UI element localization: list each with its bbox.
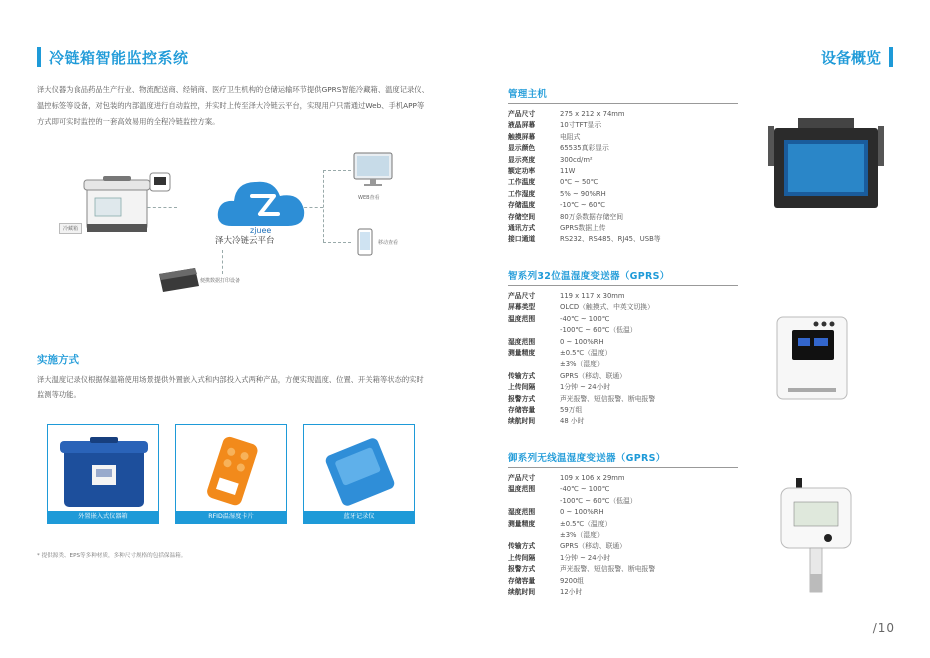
cooler-box-icon <box>81 176 153 242</box>
spec-key: 报警方式 <box>508 394 536 403</box>
spec-value: 80万条数据存储空间 <box>560 212 624 221</box>
spec-row <box>508 359 738 370</box>
spec-key: 温度范围 <box>508 314 536 323</box>
spec-rows <box>508 291 738 428</box>
spec-key <box>508 359 560 370</box>
printer-tag: 便携数据打印设备 <box>200 278 241 284</box>
spec-value: -40℃ ~ 100℃ <box>560 485 610 494</box>
spec-row <box>508 302 738 313</box>
spec-row <box>508 337 738 348</box>
product-card <box>175 424 287 524</box>
spec-value: OLCD（触摸式、中英文切换） <box>560 303 654 312</box>
spec-title: 御系列无线温湿度变送器（GPRS） <box>508 450 738 468</box>
spec-row <box>508 496 738 507</box>
spec-value: 0 ~ 100%RH <box>560 508 604 517</box>
spec-value: -100℃ ~ 60℃（低温） <box>560 326 637 335</box>
spec-row <box>508 507 738 518</box>
spec-value: 声光报警、短信报警、断电报警 <box>560 565 656 574</box>
spec-row <box>508 416 738 427</box>
card-caption: 蓝牙记录仪 <box>304 511 414 523</box>
spec-key: 工作湿度 <box>508 189 536 198</box>
spec-key: 测量精度 <box>508 349 536 358</box>
spec-value: 275 x 212 x 74mm <box>560 110 625 118</box>
spec-value: 声光报警、短信报警、断电报警 <box>560 394 656 403</box>
spec-key: 传输方式 <box>508 371 536 380</box>
spec-row <box>508 553 738 564</box>
spec-key <box>508 325 560 336</box>
spec-row <box>508 189 738 200</box>
title-accent-bar <box>37 47 41 67</box>
spec-key <box>508 530 560 541</box>
spec-key: 接口通道 <box>508 235 536 244</box>
spec-value: -100℃ ~ 60℃（低温） <box>560 496 637 505</box>
monitor-icon <box>353 152 393 188</box>
implementation-paragraph: 泽大温度记录仪根据保温箱使用场景提供外置嵌入式和内部投入式两种产品，方便实现温度、位置、开关箱等状态的实时监测等功能。 <box>37 375 424 399</box>
spec-value: 10寸TFT显示 <box>560 121 602 130</box>
spec-row <box>508 223 738 234</box>
product-cards <box>47 424 415 524</box>
footnote: * 提供源类、EPS等多种材质，多种尺寸规格的包括保温箱。 <box>37 553 187 559</box>
spec-row <box>508 564 738 575</box>
spec-key: 液晶屏幕 <box>508 121 536 130</box>
spec-key: 工作温度 <box>508 178 536 187</box>
spec-row <box>508 519 738 530</box>
connector-line <box>323 242 351 243</box>
spec-block-smart-transmitter <box>508 268 738 428</box>
wireless-transmitter-image <box>780 478 852 594</box>
spec-row <box>508 166 738 177</box>
product-card <box>303 424 415 524</box>
spec-key: 存储容量 <box>508 406 536 415</box>
spec-key: 续航时间 <box>508 417 536 426</box>
management-host-image <box>768 118 890 212</box>
spec-row <box>508 291 738 302</box>
blue-cooler-box-image <box>60 437 148 509</box>
spec-row <box>508 587 738 598</box>
connector-line <box>222 250 223 274</box>
spec-row <box>508 132 738 143</box>
spec-key: 通讯方式 <box>508 224 536 233</box>
spec-value: GPRS（移动、联通） <box>560 542 626 551</box>
spec-key: 显示颜色 <box>508 144 536 153</box>
spec-key: 产品尺寸 <box>508 292 536 300</box>
spec-key: 存储温度 <box>508 201 536 210</box>
spec-row <box>508 325 738 336</box>
spec-key: 湿度范围 <box>508 508 536 517</box>
spec-key: 额定功率 <box>508 167 536 176</box>
spec-value: 65535真彩显示 <box>560 144 609 153</box>
spec-row <box>508 484 738 495</box>
spec-value: 48 小时 <box>560 417 585 426</box>
spec-row <box>508 541 738 552</box>
spec-row <box>508 109 738 120</box>
spec-key: 报警方式 <box>508 565 536 574</box>
spec-value: ±0.5℃（温度） <box>560 349 612 358</box>
title-accent-bar <box>889 47 893 67</box>
spec-value: ±0.5℃（温度） <box>560 519 612 528</box>
spec-key: 续航时间 <box>508 588 536 597</box>
cooler-box-tag: 冷藏箱 <box>59 223 82 234</box>
product-card <box>47 424 159 524</box>
spec-value: 9200组 <box>560 576 585 585</box>
spec-value: 5% ~ 90%RH <box>560 189 606 198</box>
spec-value: GPRS（移动、联通） <box>560 371 626 380</box>
spec-key: 传输方式 <box>508 542 536 551</box>
spec-row <box>508 394 738 405</box>
spec-row <box>508 371 738 382</box>
spec-key: 屏幕类型 <box>508 303 536 312</box>
spec-value: ±3%（湿度） <box>560 531 604 540</box>
intro-paragraph: 泽大仪器为食品药品生产行业、物流配送商、经销商、医疗卫生机构的仓储运输环节提供GPRS智能冷藏箱、温度记录仪、温控标签等设备，对包装的内部温度进行自动监控，并实时上传至泽大冷链云平台，实现用户只需通过Web、手机APP等方式即可实时监控的一套高效易用的全程冷链监控方案。 <box>37 85 429 126</box>
page-number: /10 <box>872 621 895 635</box>
spec-value: -40℃ ~ 100℃ <box>560 314 610 323</box>
cloud-platform-label: 泽大冷链云平台 <box>215 236 275 246</box>
spec-row <box>508 155 738 166</box>
temperature-logger-icon <box>149 172 171 192</box>
spec-key: 温度范围 <box>508 485 536 494</box>
spec-key: 存储容量 <box>508 576 536 585</box>
spec-value: 119 x 117 x 30mm <box>560 292 625 300</box>
spec-rows <box>508 109 738 246</box>
spec-value: 59万组 <box>560 406 583 415</box>
spec-value: 0℃ ~ 50℃ <box>560 178 599 187</box>
spec-key: 测量精度 <box>508 519 536 528</box>
connector-line <box>323 170 324 242</box>
rfid-card-image <box>204 435 260 509</box>
spec-row <box>508 200 738 211</box>
bluetooth-logger-image <box>318 437 402 507</box>
spec-value: 0 ~ 100%RH <box>560 337 604 346</box>
spec-value: ±3%（湿度） <box>560 360 604 369</box>
mobile-view-tag: 移动查看 <box>378 240 399 246</box>
spec-row <box>508 382 738 393</box>
spec-value: -10℃ ~ 60℃ <box>560 201 606 210</box>
spec-value: 109 x 106 x 29mm <box>560 474 625 482</box>
spec-row <box>508 212 738 223</box>
connector-line <box>323 170 351 171</box>
spec-key: 触摸屏幕 <box>508 132 536 141</box>
spec-key: 上传间隔 <box>508 383 536 392</box>
spec-block-wireless-transmitter <box>508 450 738 598</box>
spec-row <box>508 120 738 131</box>
page-title-right <box>821 46 893 68</box>
cloud-icon <box>212 170 312 236</box>
spec-value: 1分钟 ~ 24小时 <box>560 553 611 562</box>
spec-key: 显示亮度 <box>508 155 536 164</box>
spec-key: 湿度范围 <box>508 337 536 346</box>
spec-block-host <box>508 86 738 246</box>
spec-row <box>508 234 738 245</box>
spec-row <box>508 348 738 359</box>
card-caption: 外置嵌入式仪器箱 <box>48 511 158 523</box>
spec-value: 电阻式 <box>560 132 581 141</box>
spec-row <box>508 177 738 188</box>
spec-value: 300cd/m² <box>560 155 593 164</box>
spec-row <box>508 473 738 484</box>
cloud-brand: zjuee <box>250 226 272 235</box>
spec-value: GPRS数据上传 <box>560 224 606 233</box>
spec-rows <box>508 473 738 598</box>
spec-row <box>508 314 738 325</box>
spec-key: 产品尺寸 <box>508 110 536 118</box>
web-view-tag: WEB查看 <box>358 195 380 201</box>
spec-row <box>508 405 738 416</box>
system-diagram <box>37 150 429 310</box>
spec-key: 产品尺寸 <box>508 474 536 482</box>
spec-row <box>508 576 738 587</box>
spec-row <box>508 143 738 154</box>
spec-key <box>508 496 560 507</box>
card-caption: RFID温湿度卡片 <box>176 511 286 523</box>
spec-value: RS232、RS485、RJ45、USB等 <box>560 235 661 244</box>
section-title-overview: 设备概览 <box>820 48 881 67</box>
page-title: 冷链箱智能监控系统 <box>49 48 189 67</box>
page-title-left <box>37 46 189 68</box>
smart-transmitter-image <box>776 316 848 400</box>
printer-icon <box>155 262 201 296</box>
spec-title: 管理主机 <box>508 86 738 104</box>
section-title-implementation: 实施方式 <box>37 354 79 366</box>
spec-row <box>508 530 738 541</box>
spec-title: 智系列32位温湿度变送器（GPRS） <box>508 268 738 286</box>
spec-value: 12小时 <box>560 588 583 597</box>
spec-key: 存储空间 <box>508 212 536 221</box>
spec-value: 11W <box>560 167 576 176</box>
spec-value: 1分钟 ~ 24小时 <box>560 383 611 392</box>
phone-icon <box>357 228 373 256</box>
spec-key: 上传间隔 <box>508 553 536 562</box>
